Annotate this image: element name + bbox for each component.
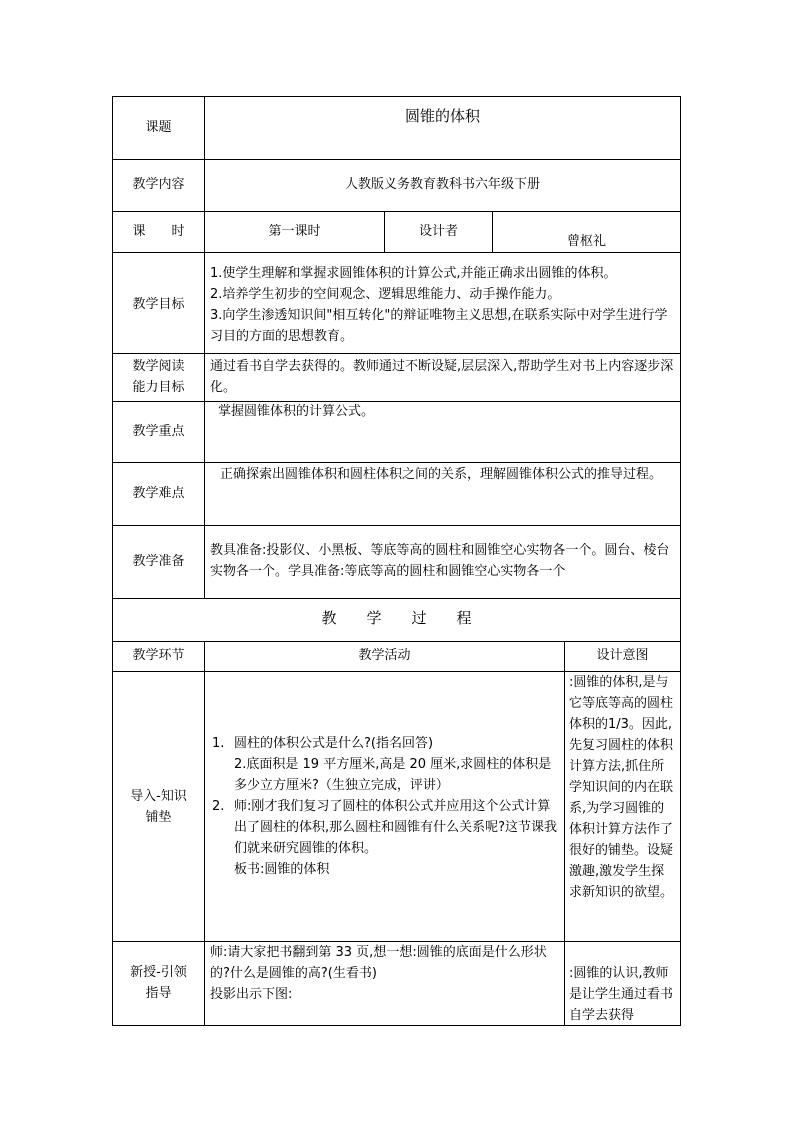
stage1-activity [212,733,560,880]
stage1-intent: :圆锥的体积,是与它等底等高的圆柱体积的1/3。因此,先复习圆柱的体积计算方法,抓住所学知识间的内在联系,为学习圆锥的体积计算方法作了很好的铺垫。设疑激趣,激发学生探求新知识的欲望。 [569,675,674,900]
reading-value: 通过看书自学去获得的。教师通过不断设疑,层层深入,帮助学生对书上内容逐步深化。 [210,359,674,395]
topic-value: 圆锥的体积 [404,107,480,125]
row-divider [112,159,681,160]
stage2-label-line: 指导 [145,986,172,1001]
row-divider [112,353,681,354]
row-divider [112,252,681,253]
intent-column-divider [564,641,565,1026]
stage1-label [113,786,204,828]
stage2-activity [210,942,560,1005]
header-activity: 教学活动 [358,648,411,663]
reading-label [113,356,204,398]
key-label: 教学重点 [132,424,185,439]
header-intent: 设计意图 [596,648,649,663]
item-number: 1. [212,736,225,751]
stage1-label-line: 铺垫 [145,810,172,825]
reading-label-line: 数学阅读 [132,359,185,374]
goal-item: 3.向学生渗透知识间"相互转化"的辩证唯物主义思想,在联系实际中对学生进行学习目的方面的思想教育。 [210,308,668,344]
goal-item: 1.使学生理解和掌握求圆锥体积的计算公式,并能正确求出圆锥的体积。 [210,266,617,281]
item-text: 圆柱的体积公式是什么?(指名回答) [234,736,434,751]
stage1-item-2 [212,796,560,859]
reading-label-line: 能力目标 [132,380,185,395]
row-divider [112,598,681,599]
stage2-label-line: 新授-引领 [130,965,187,980]
key-value: 掌握圆锥体积的计算公式。 [218,404,375,419]
process-title: 教 学 过 程 [321,609,472,627]
table-border-right [680,96,681,1026]
difficulty-value: 正确探索出圆锥体积和圆柱体积之间的关系，理解圆锥体积公式的推导过程。 [220,467,663,482]
stage1-board: 板书:圆锥的体积 [234,862,330,877]
stage2-intent: :圆锥的认识,教师是让学生通过看书自学去获得 [569,966,674,1023]
row-divider [112,462,681,463]
header-stage: 教学环节 [132,648,185,663]
label-column-divider [204,96,205,598]
designer-value: 曾枢礼 [566,234,606,249]
row-divider [112,641,681,642]
content-label: 教学内容 [132,177,185,192]
stage1-label-line: 导入-知识 [130,789,187,804]
stage2-label [113,962,204,1004]
stage2-activity-text: 师:请大家把书翻到第 33 页,想一想:圆锥的底面是什么形状的?什么是圆锥的高?(生看书) [210,945,547,981]
goals-label: 教学目标 [132,297,185,312]
stage1-item-1-sub: 2.底面积是 19 平方厘米,高是 20 厘米,求圆柱的体积是多少立方厘米?（生独立完成，评讲） [234,757,552,793]
period-value: 第一课时 [268,224,321,239]
prep-label: 教学准备 [132,554,185,569]
topic-label: 课题 [145,120,172,135]
prep-value: 教具准备:投影仪、小黑板、等底等高的圆柱和圆锥空心实物各一个。圆台、棱台实物各一个。学具准备:等底等高的圆柱和圆锥空心实物各一个 [210,543,670,579]
row-divider [112,525,681,526]
goals-list [210,263,676,347]
item-text: 师:刚才我们复习了圆柱的体积公式并应用这个公式计算出了圆柱的体积,那么圆柱和圆锥有什么关系呢?这节课我们就来研究圆锥的体积。 [234,799,558,856]
stage1-item-1 [212,733,560,754]
goal-item: 2.培养学生初步的空间观念、逻辑思维能力、动手操作能力。 [210,287,561,302]
row-divider [112,211,681,212]
content-value: 人教版义务教育教科书六年级下册 [344,177,540,192]
item-number: 2. [212,799,225,814]
stage-column-divider [204,641,205,1026]
period-label: 课 时 [132,224,185,239]
difficulty-label: 教学难点 [132,486,185,501]
stage2-activity-text-2: 投影出示下图: [210,987,293,1002]
designer-label: 设计者 [418,224,458,239]
table-border-top [112,96,681,97]
